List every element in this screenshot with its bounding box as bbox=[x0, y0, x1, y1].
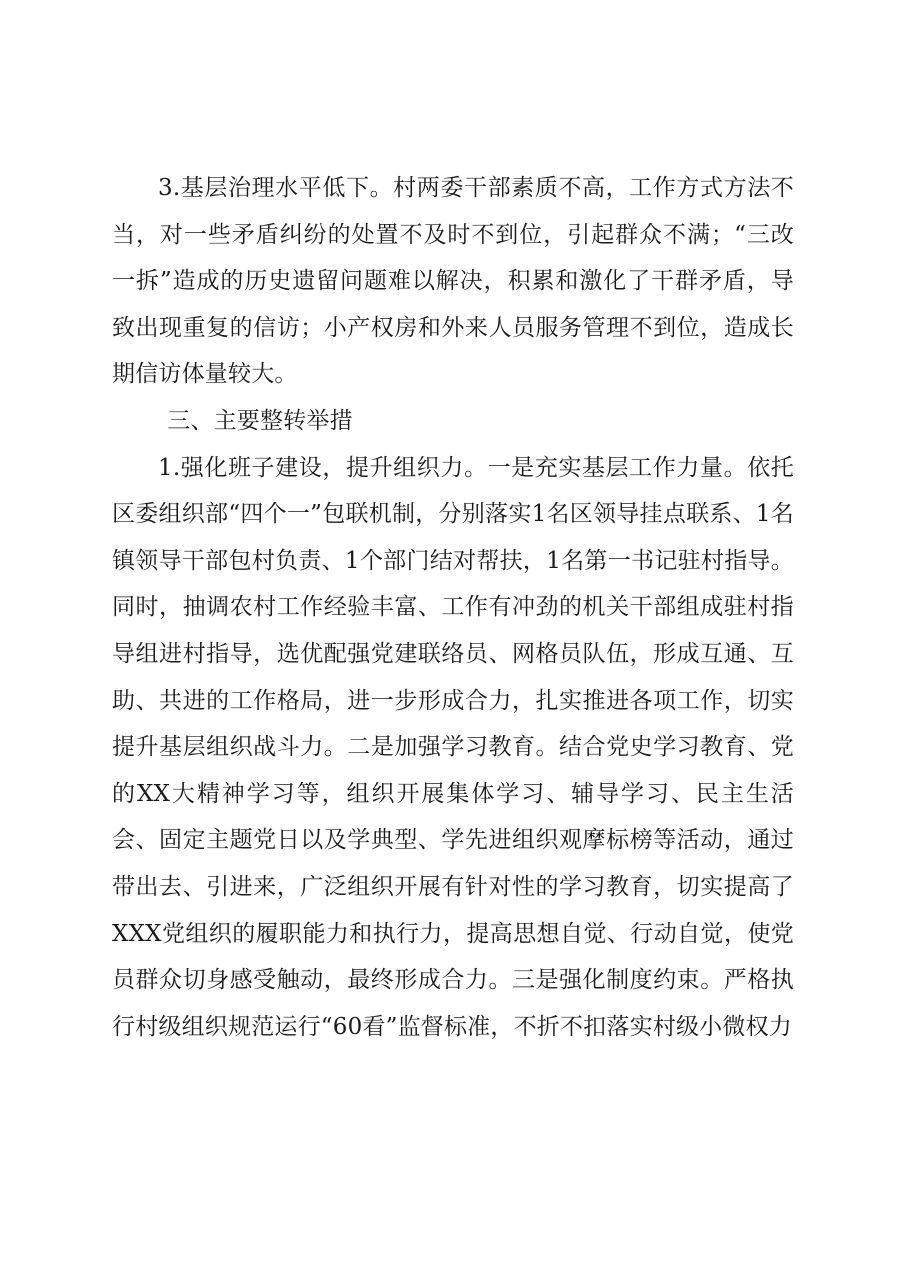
document-body bbox=[112, 165, 794, 1050]
paragraph-team-building: 1.强化班子建设，提升组织力。一是充实基层工作力量。依托区委组织部“四个一”包联机制，分别落实1名区领导挂点联系、1名镇领导干部包村负责、1个部门结对帮扶，1名第一书记驻村指导。同时，抽调农村工作经验丰富、工作有冲劲的机关干部组成驻村指导组进村指导，选优配强党建联络员、网格员队伍，形成互通、互助、共进的工作格局，进一步形成合力，扎实推进各项工作，切实提升基层组织战斗力。二是加强学习教育。结合党史学习教育、党的XX大精神学习等，组织开展集体学习、辅导学习、民主生活会、固定主题党日以及学典型、学先进组织观摩标榜等活动，通过带出去、引进来，广泛组织开展有针对性的学习教育，切实提高了XXX党组织的履职能力和执行力，提高思想自觉、行动自觉，使党员群众切身感受触动，最终形成合力。三是强化制度约束。严格执行村级组织规范运行“60看”监督标准，不折不扣落实村级小微权力 bbox=[112, 454, 794, 1040]
paragraph-grassroots-governance: 3.基层治理水平低下。村两委干部素质不高，工作方式方法不当，对一些矛盾纠纷的处置不及时不到位，引起群众不满；“三改一拆”造成的历史遗留问题难以解决，积累和激化了干群矛盾，导致出现重复的信访；小产权房和外来人员服务管理不到位，造成长期信访体量较大。 bbox=[112, 175, 794, 388]
section-heading-main-measures: 三、主要整转举措 bbox=[167, 407, 353, 434]
